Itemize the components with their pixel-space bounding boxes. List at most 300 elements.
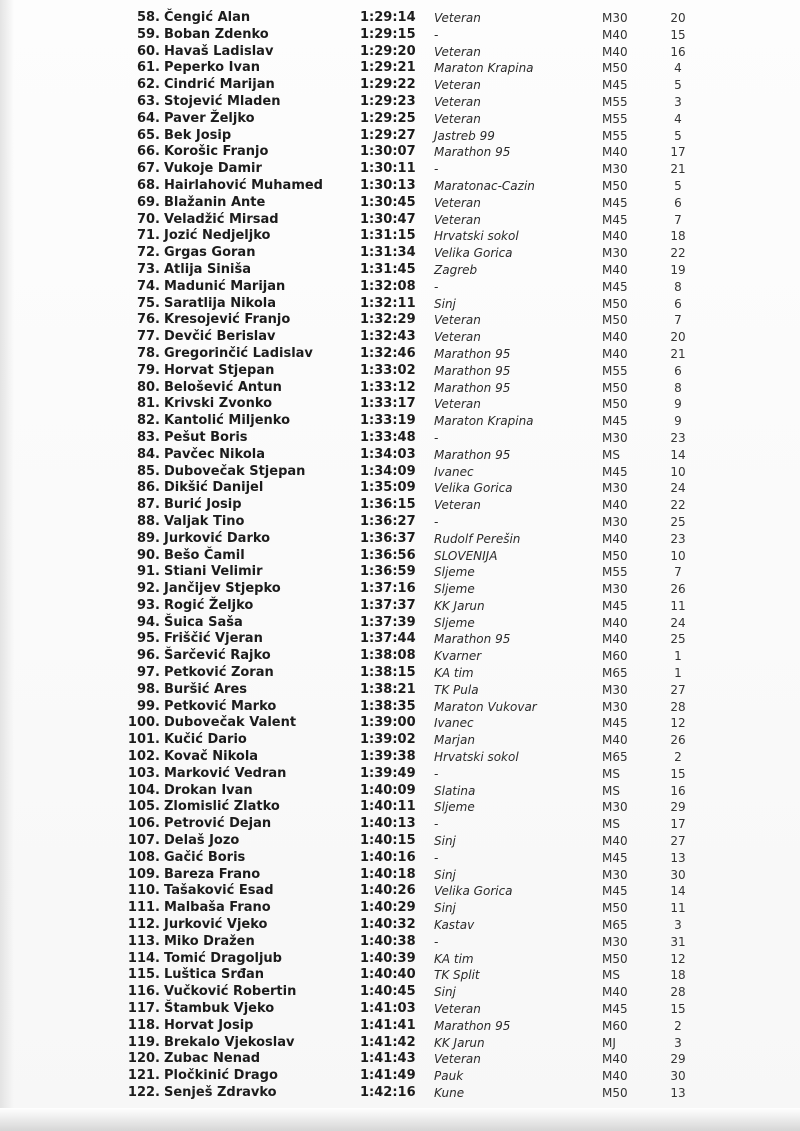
finish-time: 1:30:07 (360, 144, 416, 160)
result-row (118, 329, 698, 346)
category-place: 13 (670, 850, 686, 865)
result-place: 94. (136, 614, 160, 630)
age-category: M30 (602, 800, 628, 815)
runner-name: Grgas Goran (164, 245, 256, 261)
club-name: TK Split (434, 968, 480, 983)
result-place: 109. (127, 866, 160, 882)
finish-time: 1:37:44 (360, 631, 416, 647)
result-row (118, 631, 698, 648)
finish-time: 1:29:15 (360, 26, 416, 42)
result-row (118, 732, 698, 749)
category-place: 20 (670, 11, 686, 25)
runner-name: Tomić Dragoljub (164, 950, 282, 966)
age-category: M40 (602, 44, 628, 59)
runner-name: Pešut Boris (164, 429, 248, 445)
club-name: Slatina (434, 783, 476, 798)
category-place: 17 (670, 817, 686, 832)
result-place: 92. (136, 581, 160, 597)
category-place: 7 (674, 313, 682, 328)
age-category: M55 (602, 363, 628, 378)
category-place: 7 (674, 212, 682, 227)
club-name: TK Pula (434, 682, 479, 697)
result-place: 89. (136, 530, 160, 546)
results-table (118, 10, 698, 1102)
runner-name: Burić Josip (164, 497, 242, 513)
age-category: M50 (602, 380, 628, 395)
result-row (118, 161, 698, 178)
age-category: M45 (602, 212, 628, 227)
runner-name: Jurković Vjeko (164, 917, 268, 933)
age-category: M40 (602, 1069, 628, 1084)
club-name: - (434, 817, 439, 832)
age-category: M40 (602, 733, 628, 748)
result-place: 90. (136, 547, 160, 563)
result-place: 101. (127, 732, 160, 748)
category-place: 16 (670, 44, 686, 59)
runner-name: Luštica Srđan (164, 967, 265, 983)
age-category: M40 (602, 262, 628, 277)
runner-name: Pločkinić Drago (164, 1068, 278, 1084)
result-row (118, 279, 698, 296)
finish-time: 1:29:20 (360, 43, 416, 59)
finish-time: 1:31:45 (360, 261, 416, 277)
finish-time: 1:29:21 (360, 60, 416, 76)
club-name: Marathon 95 (434, 447, 511, 462)
age-category: M50 (602, 296, 628, 311)
club-name: Sinj (434, 834, 456, 849)
category-place: 18 (670, 229, 686, 244)
category-place: 28 (670, 985, 686, 1000)
age-category: M30 (602, 934, 628, 949)
result-place: 118. (127, 1017, 160, 1033)
category-place: 29 (670, 1052, 686, 1067)
runner-name: Bek Josip (164, 127, 232, 143)
result-row (118, 984, 698, 1001)
runner-name: Petković Marko (164, 698, 277, 714)
runner-name: Friščić Vjeran (164, 631, 263, 647)
finish-time: 1:34:03 (360, 446, 416, 462)
age-category: M40 (602, 330, 628, 345)
result-place: 58. (136, 10, 160, 25)
result-place: 104. (127, 782, 160, 798)
category-place: 3 (674, 94, 682, 109)
finish-time: 1:37:37 (360, 597, 416, 613)
result-place: 69. (136, 194, 160, 210)
club-name: Veteran (434, 397, 481, 412)
runner-name: Horvat Josip (164, 1017, 254, 1033)
result-place: 100. (127, 715, 160, 731)
age-category: M40 (602, 985, 628, 1000)
finish-time: 1:41:42 (360, 1034, 416, 1050)
result-place: 95. (136, 631, 160, 647)
category-place: 9 (674, 414, 682, 429)
runner-name: Malbaša Frano (164, 900, 271, 916)
result-place: 120. (127, 1051, 160, 1067)
runner-name: Krivski Zvonko (164, 396, 273, 412)
result-row (118, 665, 698, 682)
result-row (118, 883, 698, 900)
result-place: 116. (127, 984, 160, 1000)
club-name: - (434, 279, 439, 294)
club-name: - (434, 27, 439, 42)
result-place: 72. (136, 245, 160, 261)
result-place: 60. (136, 43, 160, 59)
age-category: M30 (602, 11, 628, 25)
category-place: 29 (670, 800, 686, 815)
finish-time: 1:39:49 (360, 765, 416, 781)
result-row (118, 27, 698, 44)
category-place: 11 (670, 598, 686, 613)
club-name: Marathon 95 (434, 380, 511, 395)
club-name: Veteran (434, 11, 481, 25)
finish-time: 1:34:09 (360, 463, 416, 479)
club-name: Veteran (434, 212, 481, 227)
result-row (118, 380, 698, 397)
result-place: 98. (136, 681, 160, 697)
result-row (118, 867, 698, 884)
runner-name: Saratlija Nikola (164, 295, 276, 311)
club-name: Veteran (434, 1052, 481, 1067)
age-category: M45 (602, 884, 628, 899)
result-place: 71. (136, 228, 160, 244)
runner-name: Jančijev Stjepko (164, 581, 281, 597)
club-name: Zagreb (434, 262, 478, 277)
runner-name: Pavčec Nikola (164, 446, 265, 462)
runner-name: Horvat Stjepan (164, 362, 275, 378)
finish-time: 1:29:14 (360, 10, 416, 25)
result-place: 86. (136, 480, 160, 496)
runner-name: Jozić Nedjeljko (164, 228, 271, 244)
result-place: 102. (127, 749, 160, 765)
finish-time: 1:40:26 (360, 883, 416, 899)
result-row (118, 1001, 698, 1018)
result-row (118, 833, 698, 850)
result-place: 63. (136, 93, 160, 109)
finish-time: 1:41:03 (360, 1001, 416, 1017)
category-place: 2 (674, 750, 682, 765)
category-place: 30 (670, 867, 686, 882)
result-place: 106. (127, 816, 160, 832)
category-place: 9 (674, 397, 682, 412)
age-category: MS (602, 783, 620, 798)
result-row (118, 413, 698, 430)
finish-time: 1:40:18 (360, 866, 416, 882)
result-row (118, 531, 698, 548)
age-category: M65 (602, 918, 628, 933)
results-rows (118, 10, 698, 1102)
club-name: KA tim (434, 666, 474, 681)
category-place: 20 (670, 330, 686, 345)
category-place: 18 (670, 968, 686, 983)
club-name: Sljeme (434, 800, 475, 815)
club-name: Veteran (434, 195, 481, 210)
category-place: 6 (674, 296, 682, 311)
category-place: 17 (670, 145, 686, 160)
result-place: 105. (127, 799, 160, 815)
age-category: M50 (602, 178, 628, 193)
finish-time: 1:33:02 (360, 362, 416, 378)
result-place: 76. (136, 312, 160, 328)
result-place: 79. (136, 362, 160, 378)
finish-time: 1:40:16 (360, 849, 416, 865)
scan-edge-shadow (0, 0, 14, 1131)
club-name: Sinj (434, 296, 456, 311)
age-category: M40 (602, 531, 628, 546)
category-place: 19 (670, 262, 686, 277)
club-name: Ivanec (434, 716, 474, 731)
category-place: 21 (670, 346, 686, 361)
club-name: Ivanec (434, 464, 474, 479)
age-category: M30 (602, 246, 628, 261)
category-place: 23 (670, 531, 686, 546)
category-place: 3 (674, 1035, 682, 1050)
finish-time: 1:36:56 (360, 547, 416, 563)
result-row (118, 144, 698, 161)
runner-name: Buršić Ares (164, 681, 248, 697)
finish-time: 1:30:45 (360, 194, 416, 210)
age-category: M45 (602, 464, 628, 479)
finish-time: 1:29:23 (360, 93, 416, 109)
club-name: Hrvatski sokol (434, 229, 519, 244)
result-place: 87. (136, 497, 160, 513)
runner-name: Korošic Franjo (164, 144, 269, 160)
club-name: Velika Gorica (434, 481, 513, 496)
club-name: Pauk (434, 1069, 464, 1084)
finish-time: 1:29:22 (360, 77, 416, 93)
runner-name: Brekalo Vjekoslav (164, 1034, 295, 1050)
club-name: Sinj (434, 985, 456, 1000)
result-place: 112. (127, 917, 160, 933)
result-place: 122. (127, 1085, 160, 1100)
result-place: 61. (136, 60, 160, 76)
age-category: M40 (602, 27, 628, 42)
category-place: 3 (674, 918, 682, 933)
result-place: 110. (127, 883, 160, 899)
age-category: M30 (602, 162, 628, 177)
runner-name: Hairlahović Muhamed (164, 177, 323, 193)
runner-name: Delaš Jozo (164, 833, 240, 849)
result-place: 62. (136, 77, 160, 93)
category-place: 14 (670, 884, 686, 899)
finish-time: 1:33:12 (360, 379, 416, 395)
result-row (118, 44, 698, 61)
category-place: 8 (674, 380, 682, 395)
result-row (118, 312, 698, 329)
club-name: Veteran (434, 313, 481, 328)
club-name: Marathon 95 (434, 346, 511, 361)
runner-name: Gačić Boris (164, 849, 246, 865)
result-row (118, 766, 698, 783)
category-place: 5 (674, 178, 682, 193)
club-name: Maratonac-Cazin (434, 178, 535, 193)
runner-name: Kučić Dario (164, 732, 247, 748)
runner-name: Boban Zdenko (164, 26, 269, 42)
runner-name: Veladžić Mirsad (164, 211, 279, 227)
result-row (118, 816, 698, 833)
finish-time: 1:29:27 (360, 127, 416, 143)
age-category: M55 (602, 111, 628, 126)
club-name: Kastav (434, 918, 475, 933)
result-row (118, 951, 698, 968)
result-row (118, 799, 698, 816)
category-place: 24 (670, 615, 686, 630)
runner-name: Bareza Frano (164, 866, 261, 882)
scan-bottom-edge (0, 1108, 800, 1131)
result-row (118, 615, 698, 632)
age-category: M40 (602, 834, 628, 849)
finish-time: 1:36:59 (360, 564, 416, 580)
category-place: 1 (674, 666, 682, 681)
result-row (118, 245, 698, 262)
age-category: M30 (602, 682, 628, 697)
result-place: 59. (136, 26, 160, 42)
result-row (118, 1085, 698, 1102)
finish-time: 1:40:32 (360, 917, 416, 933)
category-place: 24 (670, 481, 686, 496)
runner-name: Jurković Darko (164, 530, 271, 546)
age-category: M55 (602, 128, 628, 143)
age-category: M50 (602, 61, 628, 76)
runner-name: Peperko Ivan (164, 60, 260, 76)
category-place: 21 (670, 162, 686, 177)
category-place: 10 (670, 548, 686, 563)
result-place: 74. (136, 278, 160, 294)
category-place: 2 (674, 1018, 682, 1033)
runner-name: Blažanin Ante (164, 194, 266, 210)
finish-time: 1:30:47 (360, 211, 416, 227)
result-row (118, 296, 698, 313)
category-place: 13 (670, 1086, 686, 1100)
category-place: 11 (670, 901, 686, 916)
result-row (118, 934, 698, 951)
category-place: 26 (670, 733, 686, 748)
finish-time: 1:32:08 (360, 278, 416, 294)
finish-time: 1:40:39 (360, 950, 416, 966)
result-row (118, 850, 698, 867)
finish-time: 1:40:15 (360, 833, 416, 849)
club-name: Veteran (434, 94, 481, 109)
category-place: 30 (670, 1069, 686, 1084)
result-row (118, 715, 698, 732)
club-name: Sinj (434, 867, 456, 882)
runner-name: Dubovečak Stjepan (164, 463, 306, 479)
age-category: M65 (602, 666, 628, 681)
result-place: 83. (136, 429, 160, 445)
club-name: Sljeme (434, 615, 475, 630)
age-category: M45 (602, 195, 628, 210)
result-place: 96. (136, 648, 160, 664)
runner-name: Atlija Siniša (164, 261, 251, 277)
result-place: 67. (136, 161, 160, 177)
category-place: 10 (670, 464, 686, 479)
club-name: KK Jarun (434, 598, 485, 613)
finish-time: 1:40:13 (360, 816, 416, 832)
club-name: Maraton Vukovar (434, 699, 537, 714)
result-row (118, 77, 698, 94)
age-category: M60 (602, 1018, 628, 1033)
result-row (118, 682, 698, 699)
result-place: 64. (136, 110, 160, 126)
runner-name: Cindrić Marijan (164, 77, 275, 93)
result-row (118, 262, 698, 279)
result-place: 117. (127, 1001, 160, 1017)
finish-time: 1:32:43 (360, 329, 416, 345)
result-place: 103. (127, 765, 160, 781)
runner-name: Šarčević Rajko (164, 648, 271, 664)
club-name: Veteran (434, 111, 481, 126)
result-place: 80. (136, 379, 160, 395)
club-name: - (434, 430, 439, 445)
age-category: MJ (602, 1035, 616, 1050)
age-category: MS (602, 817, 620, 832)
result-row (118, 1035, 698, 1052)
category-place: 1 (674, 649, 682, 664)
finish-time: 1:40:40 (360, 967, 416, 983)
finish-time: 1:32:11 (360, 295, 416, 311)
result-row (118, 564, 698, 581)
club-name: Sinj (434, 901, 456, 916)
result-row (118, 917, 698, 934)
finish-time: 1:31:15 (360, 228, 416, 244)
club-name: Velika Gorica (434, 884, 513, 899)
club-name: Veteran (434, 498, 481, 513)
club-name: Rudolf Perešin (434, 531, 521, 546)
club-name: Kvarner (434, 649, 482, 664)
club-name: Marathon 95 (434, 145, 511, 160)
result-place: 78. (136, 345, 160, 361)
result-row (118, 464, 698, 481)
age-category: MS (602, 766, 620, 781)
age-category: M45 (602, 850, 628, 865)
age-category: M50 (602, 397, 628, 412)
result-row (118, 783, 698, 800)
age-category: MS (602, 968, 620, 983)
category-place: 6 (674, 363, 682, 378)
club-name: Maraton Krapina (434, 414, 534, 429)
age-category: M50 (602, 548, 628, 563)
result-place: 114. (127, 950, 160, 966)
result-place: 115. (127, 967, 160, 983)
age-category: M40 (602, 229, 628, 244)
finish-time: 1:39:02 (360, 732, 416, 748)
category-place: 4 (674, 61, 682, 76)
runner-name: Valjak Tino (164, 513, 245, 529)
category-place: 4 (674, 111, 682, 126)
result-row (118, 1018, 698, 1035)
finish-time: 1:30:13 (360, 177, 416, 193)
club-name: Jastreb 99 (434, 128, 495, 143)
result-row (118, 1068, 698, 1085)
category-place: 31 (670, 934, 686, 949)
runner-name: Gregorinčić Ladislav (164, 345, 313, 361)
category-place: 25 (670, 632, 686, 647)
category-place: 12 (670, 716, 686, 731)
result-row (118, 396, 698, 413)
age-category: M65 (602, 750, 628, 765)
age-category: M40 (602, 632, 628, 647)
finish-time: 1:41:41 (360, 1017, 416, 1033)
age-category: M45 (602, 1002, 628, 1017)
age-category: M45 (602, 716, 628, 731)
result-place: 91. (136, 564, 160, 580)
result-place: 121. (127, 1068, 160, 1084)
age-category: M40 (602, 1052, 628, 1067)
finish-time: 1:37:16 (360, 581, 416, 597)
category-place: 15 (670, 1002, 686, 1017)
result-place: 99. (136, 698, 160, 714)
result-row (118, 749, 698, 766)
club-name: Sljeme (434, 582, 475, 597)
